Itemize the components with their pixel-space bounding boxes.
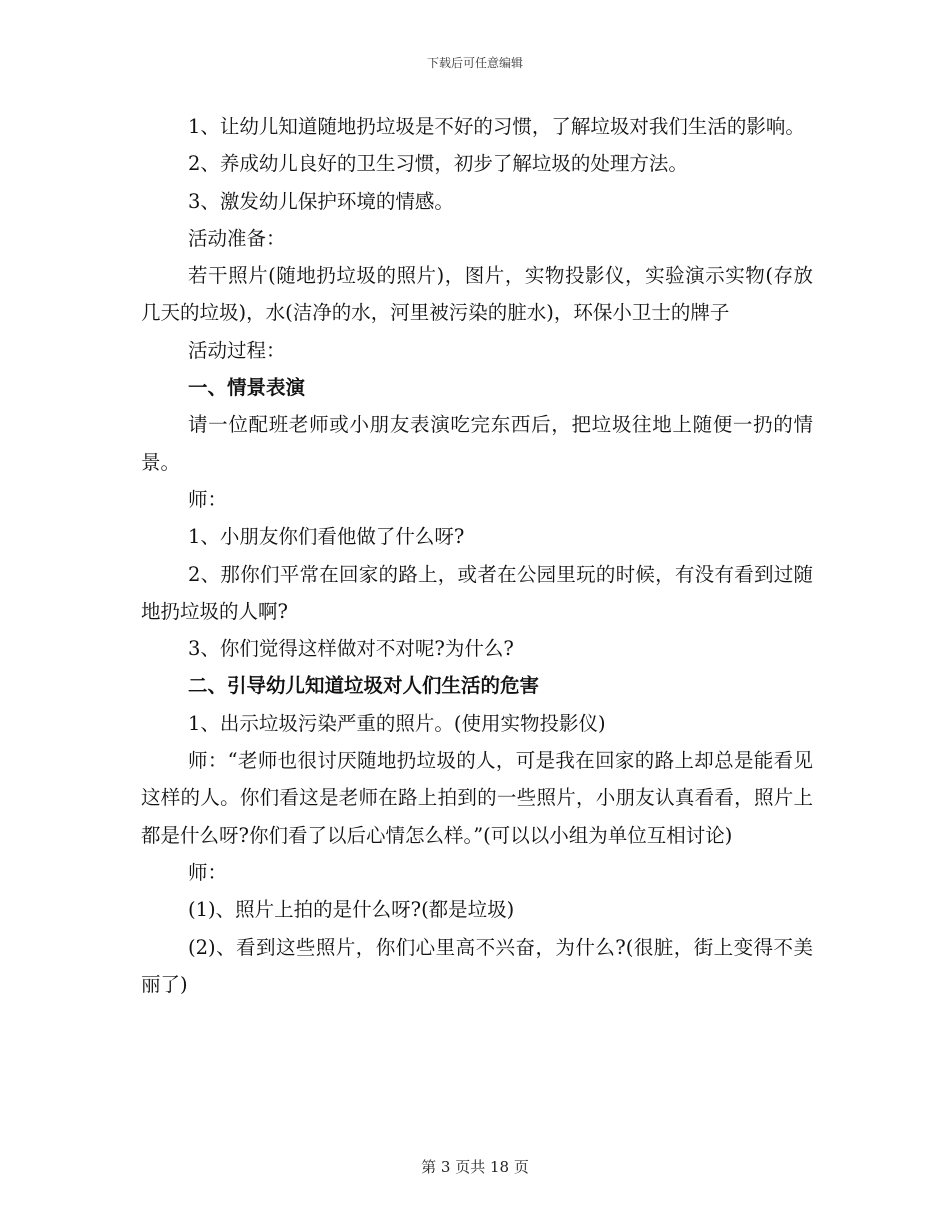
paragraph: 若干照片(随地扔垃圾的照片)，图片，实物投影仪，实验演示实物(存放几天的垃圾)，水(洁净的水，河里被污染的脏水)，环保小卫士的牌子 bbox=[141, 264, 813, 325]
paragraph: 师： bbox=[188, 487, 228, 511]
document-body bbox=[141, 108, 813, 1003]
paragraph: (2)、看到这些照片，你们心里高不兴奋，为什么?(很脏，街上变得不美丽了) bbox=[141, 935, 813, 996]
paragraph: 1、小朋友你们看他做了什么呀? bbox=[188, 525, 465, 549]
paragraph: 请一位配班老师或小朋友表演吃完东西后，把垃圾往地上随便一扔的情景。 bbox=[141, 413, 813, 474]
section-label: 活动过程： bbox=[188, 338, 286, 362]
paragraph: 2、养成幼儿良好的卫生习惯，初步了解垃圾的处理方法。 bbox=[188, 152, 688, 176]
paragraph: (1)、照片上拍的是什么呀?(都是垃圾) bbox=[188, 898, 515, 922]
section-label: 活动准备： bbox=[188, 226, 286, 250]
section-heading: 二、引导幼儿知道垃圾对人们生活的危害 bbox=[188, 674, 540, 698]
page-number: 第 3 页共 18 页 bbox=[421, 1158, 529, 1176]
section-heading: 一、情景表演 bbox=[188, 376, 306, 400]
paragraph: 1、出示垃圾污染严重的照片。(使用实物投影仪) bbox=[188, 711, 606, 735]
paragraph: 师： bbox=[188, 860, 228, 884]
paragraph: 3、激发幼儿保护环境的情感。 bbox=[188, 189, 454, 213]
paragraph: 1、让幼儿知道随地扔垃圾是不好的习惯，了解垃圾对我们生活的影响。 bbox=[188, 115, 805, 138]
paragraph: 2、那你们平常在回家的路上，或者在公园里玩的时候，有没有看到过随地扔垃圾的人啊? bbox=[141, 562, 813, 623]
header-note: 下载后可任意编辑 bbox=[426, 56, 523, 70]
paragraph: 师：“老师也很讨厌随地扔垃圾的人，可是我在回家的路上却总是能看见这样的人。你们看这是老师在路上拍到的一些照片，小朋友认真看看，照片上都是什么呀?你们看了以后心情怎么样。”(可以以小组为单位互相讨论) bbox=[141, 749, 813, 847]
paragraph: 3、你们觉得这样做对不对呢?为什么? bbox=[188, 637, 514, 661]
